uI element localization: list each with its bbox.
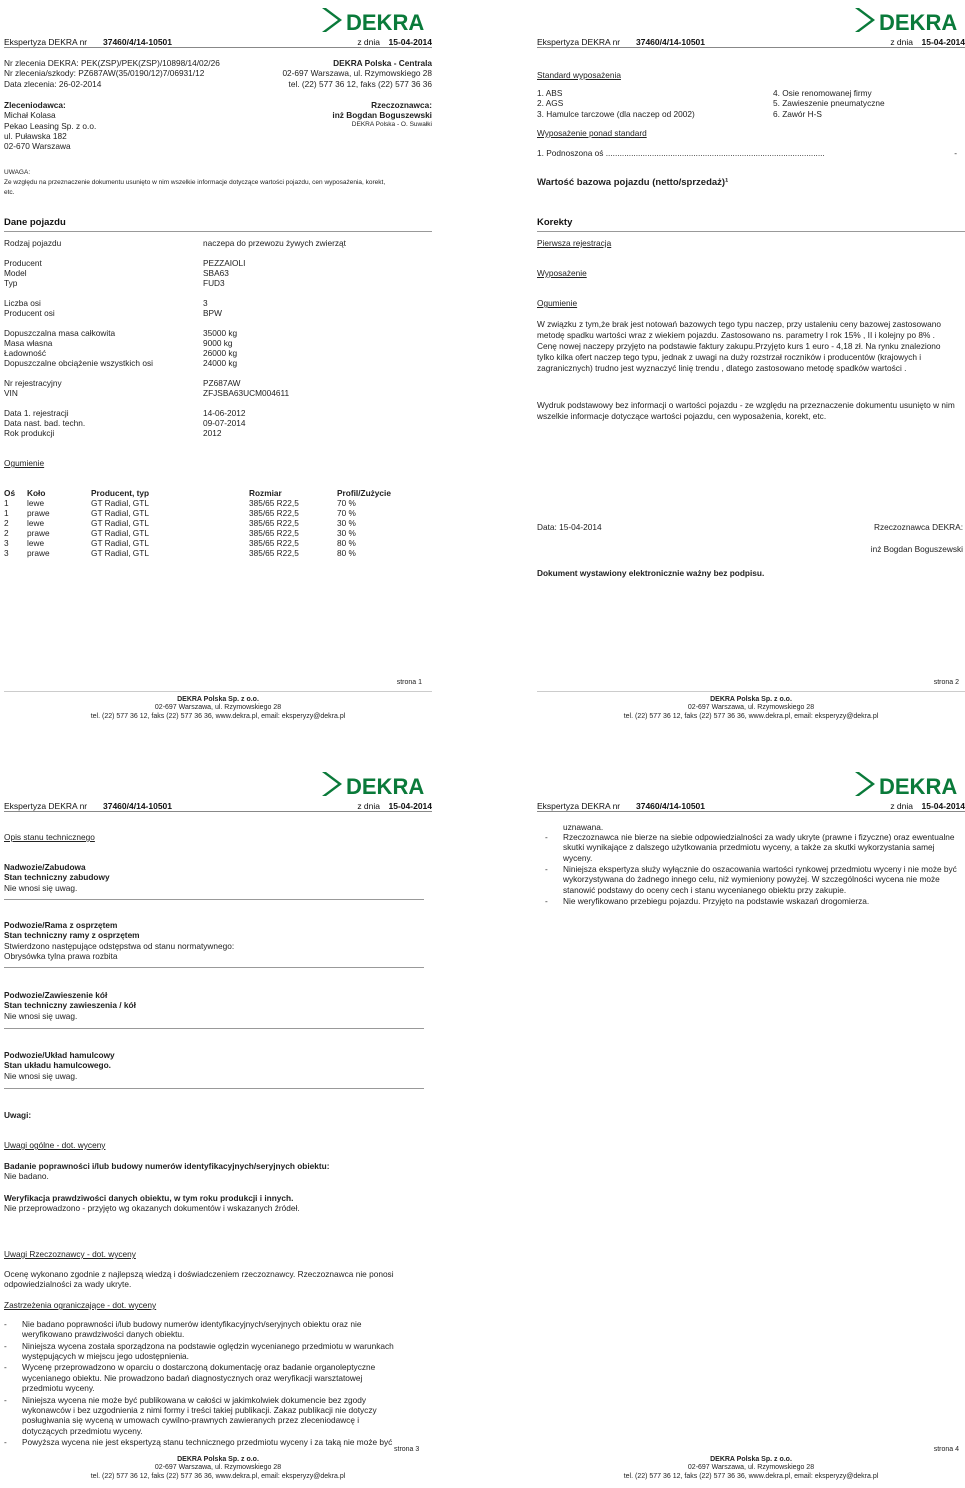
th-axle: Oś	[4, 488, 16, 498]
list-item: 1. ABS	[537, 88, 563, 98]
th-size: Rozmiar	[249, 488, 282, 498]
centrala-name: DEKRA Polska - Centrala	[333, 58, 432, 68]
expert-title: Rzeczoznawca:	[371, 100, 432, 110]
vehicle-label: Producent	[4, 258, 42, 268]
date-label: z dnia	[357, 801, 380, 811]
vehicle-value: 14-06-2012	[203, 408, 246, 418]
footer-company: DEKRA Polska Sp. z o.o.	[710, 1456, 792, 1463]
report-number: 37460/4/14-10501	[636, 801, 706, 811]
limitations-title: Zastrzeżenia ograniczające - dot. wyceny	[4, 1300, 157, 1310]
notice-title: UWAGA:	[4, 169, 31, 176]
order-info	[4, 58, 220, 89]
report-header	[537, 801, 965, 812]
vehicle-value: 09-07-2014	[203, 418, 246, 428]
centrala-phone: tel. (22) 577 36 12, faks (22) 577 36 36	[288, 78, 432, 89]
client-company: Pekao Leasing Sp. z o.o.	[4, 120, 97, 131]
cell: 80 %	[337, 538, 356, 548]
cell: 2	[4, 518, 9, 528]
th-producer: Producent, typ	[91, 488, 150, 498]
dekra-centrala	[282, 58, 432, 89]
cell: GT Radial, GTL	[91, 548, 149, 558]
date-label: z dnia	[357, 37, 380, 47]
cell: 30 %	[337, 518, 356, 528]
extra-item	[537, 148, 957, 158]
vehicle-value: 3	[203, 298, 208, 308]
client-title: Zleceniodawca:	[4, 100, 66, 110]
correction-first-reg: Pierwsza rejestracja	[537, 238, 612, 248]
footer	[4, 1456, 432, 1481]
cell: GT Radial, GTL	[91, 538, 149, 548]
expert-remarks-title: Uwagi Rzeczoznawcy - dot. wyceny	[4, 1249, 136, 1259]
page-number: strona 3	[394, 1446, 420, 1453]
cell: 80 %	[337, 548, 356, 558]
footer-address: 02-697 Warszawa, ul. Rzymowskiego 28	[687, 1464, 815, 1472]
client-block	[4, 100, 96, 152]
suspension-section	[4, 990, 136, 1021]
list-item-text: Powyższa wycena nie jest ekspertyzą stanu technicznego przedmiotu wyceny i za taką nie może być	[22, 1436, 393, 1447]
general-remarks-title: Uwagi ogólne - dot. wyceny	[4, 1140, 106, 1150]
section-title: Nadwozie/Zabudowa	[4, 862, 86, 872]
order-date: Data zlecenia: 26-02-2014	[4, 78, 102, 89]
list-item: 6. Zawór H-S	[773, 108, 822, 119]
section-text: Nie wnosi się uwag.	[4, 882, 78, 893]
page-number: strona 2	[933, 679, 959, 686]
standard-list-left	[537, 88, 695, 119]
data-verification	[4, 1193, 300, 1214]
th-profile: Profil/Zużycie	[337, 488, 391, 498]
list-item-text: Nie badano poprawności i/lub budowy numerów identyfikacyjnych/seryjnych obiektu oraz nie weryfikowano prawdziwości danych obiektu.	[22, 1319, 362, 1340]
list-item: 5. Zawieszenie pneumatyczne	[773, 98, 885, 109]
section-text: Nie wnosi się uwag.	[4, 1010, 78, 1021]
report-header	[537, 37, 965, 48]
vehicle-value: 2012	[203, 428, 222, 438]
cell: lewe	[27, 518, 45, 528]
vehicle-label: Rok produkcji	[4, 428, 55, 438]
claim-number: Nr zlecenia/szkody: PZ687AW(35/0190/12)7/06931/12	[4, 68, 205, 79]
list-item: - Niniejsza wycena nie może być publikowana w całości w jakimkolwiek dokumencie bez zgody wykonawców i bez uzgodnienia z nimi formy i treści takiej publikacji. Zakaz publikacji nie dotyczy posługiwania się wyceną w umowach cywilno-prawnych zawieranych przez zleceniodawcę i dotyczących przedmiotu wyceny.	[4, 1394, 377, 1436]
extra-item-label: 1. Podnoszona oś	[537, 148, 604, 158]
condition-title: Opis stanu technicznego	[4, 832, 95, 842]
section-text: Stwierdzono następujące odstępstwa od stanu normatywnego:	[4, 940, 235, 951]
report-number: 37460/4/14-10501	[103, 37, 173, 47]
vehicle-value: 9000 kg	[203, 338, 233, 348]
report-date: 15-04-2014	[921, 801, 965, 811]
section-title: Podwozie/Zawieszenie kół	[4, 990, 108, 1000]
remark-text: Nie badano.	[4, 1171, 49, 1182]
cell: 70 %	[337, 498, 356, 508]
section-title: Podwozie/Układ hamulcowy	[4, 1050, 115, 1060]
remark-text: Nie przeprowadzono - przyjęto wg okazanych dokumentów i wskazanych źródeł.	[4, 1203, 300, 1214]
base-value-label: Wartość bazowa pojazdu (netto/sprzedaż)¹	[537, 177, 729, 188]
footer-contact: tel. (22) 577 36 12, faks (22) 577 36 36, www.dekra.pl, email: eksperyzy@dekra.pl	[623, 1472, 879, 1480]
footer	[537, 1456, 965, 1481]
expert-remarks-text: Ocenę wykonano zgodnie z najlepszą wiedzą i doświadczeniem rzeczoznawcy. Rzeczoznawca nie ponosi odpowiedzialności za wady ukryte.	[4, 1269, 394, 1290]
footer-address: 02-697 Warszawa, ul. Rzymowskiego 28	[687, 704, 815, 712]
divider	[4, 1028, 424, 1029]
report-header	[4, 801, 432, 812]
list-item: - Wycenę przeprowadzono w oparciu o dostarczoną dokumentację oraz badanie organoleptyczne wycenianego obiektu. Nie prowadzono badań diagnostycznych oraz weryfikacji warsztatowej przedmiotu wyceny.	[4, 1362, 376, 1394]
section-subtitle: Stan techniczny ramy z osprzętem	[4, 930, 140, 941]
vehicle-label: Data 1. rejestracji	[4, 408, 69, 418]
cell: prawe	[27, 548, 50, 558]
list-item: 3. Hamulce tarczowe (dla naczep od 2002)	[537, 108, 695, 119]
divider	[4, 967, 424, 968]
cell: 385/65 R22,5	[249, 528, 299, 538]
extra-value: -	[954, 148, 957, 158]
cell: 30 %	[337, 528, 356, 538]
svg-text:DEKRA: DEKRA	[346, 10, 425, 35]
vehicle-label: Nr rejestracyjny	[4, 378, 62, 388]
list-item: - Nie weryfikowano przebiegu pojazdu. Przyjęto na podstawie wskazań drogomierza.	[545, 896, 870, 907]
divider	[537, 231, 965, 232]
footer-divider	[537, 691, 965, 692]
header-label: Ekspertyza DEKRA nr	[537, 37, 621, 47]
cell: 1	[4, 508, 9, 518]
expert-label: Rzeczoznawca DEKRA:	[874, 522, 963, 532]
notice	[4, 168, 394, 197]
order-number: Nr zlecenia DEKRA: PEK(ZSP)/PEK(ZSP)/10898/14/02/26	[4, 58, 220, 68]
svg-text:DEKRA: DEKRA	[879, 774, 958, 799]
cell: lewe	[27, 538, 45, 548]
page-1	[4, 6, 432, 741]
expert-org: DEKRA Polska - O. Suwałki	[351, 120, 432, 128]
header-label: Ekspertyza DEKRA nr	[537, 801, 621, 811]
client-street: ul. Puławska 182	[4, 131, 67, 142]
vehicle-value: naczepa do przewozu żywych zwierząt	[203, 238, 346, 248]
cell: GT Radial, GTL	[91, 508, 149, 518]
dekra-logo	[318, 770, 430, 800]
page-number: strona 1	[396, 679, 422, 686]
header-label: Ekspertyza DEKRA nr	[4, 801, 88, 811]
vehicle-label: Rodzaj pojazdu	[4, 238, 62, 248]
vehicle-label: Model	[4, 268, 27, 278]
dekra-logo	[318, 6, 430, 36]
vehicle-label: VIN	[4, 388, 18, 398]
dekra-logo	[851, 6, 963, 36]
footer-divider	[4, 691, 432, 692]
vehicle-value: BPW	[203, 308, 222, 318]
cell: prawe	[27, 508, 50, 518]
client-name: Michał Kolasa	[4, 110, 56, 121]
cell: 3	[4, 538, 9, 548]
vehicle-label: Masa własna	[4, 338, 53, 348]
divider	[4, 1088, 424, 1089]
cell: 385/65 R22,5	[249, 508, 299, 518]
footer-contact: tel. (22) 577 36 12, faks (22) 577 36 36, www.dekra.pl, email: eksperyzy@dekra.pl	[90, 712, 346, 720]
vehicle-label: Data nast. bad. techn.	[4, 418, 86, 428]
vehicle-label: Ładowność	[4, 348, 46, 358]
section-subtitle: Stan techniczny zabudowy	[4, 872, 110, 883]
tires-title: Ogumienie	[4, 458, 45, 468]
body-section	[4, 862, 110, 893]
vehicle-value: SBA63	[203, 268, 229, 278]
vehicle-label: Producent osi	[4, 308, 55, 318]
date-label: z dnia	[890, 801, 913, 811]
list-item-text: Niniejsza ekspertyza służy wyłącznie do oszacowania wartości rynkowej przedmiotu wyceny i nie może być wykorzystywana do żadnego innego celu, niż wymieniony powyżej. W szczególności wycena nie może stanowić podstawy do oceny cech i stanu wycenianego obiektu przy zakupie.	[563, 864, 957, 895]
footer-contact: tel. (22) 577 36 12, faks (22) 577 36 36, www.dekra.pl, email: eksperyzy@dekra.pl	[623, 712, 879, 720]
notice-text: Ze względu na przeznaczenie dokumentu usunięto w nim wszelkie informacje dotyczące wartości pojazdu, cen wyposażenia, korekt, etc.	[4, 178, 386, 196]
list-item: - Nie badano poprawności i/lub budowy numerów identyfikacyjnych/seryjnych obiektu oraz nie weryfikowano prawdziwości danych obiektu.	[4, 1319, 362, 1340]
correction-equipment: Wyposażenie	[537, 268, 587, 278]
electronic-notice: Dokument wystawiony elektronicznie ważny bez podpisu.	[537, 568, 765, 578]
vehicle-label: Typ	[4, 278, 18, 288]
header-label: Ekspertyza DEKRA nr	[4, 37, 88, 47]
print-notice: Wydruk podstawowy bez informacji o wartości pojazdu - ze względu na przeznaczenie dokumentu usunięto w nim wszelkie informacje dotyczące wartości pojazdu, cen wyposażenia, korekt, etc.	[537, 400, 955, 421]
continuation-text: uznawana.	[563, 822, 604, 832]
limitations-list	[4, 1319, 404, 1447]
report-date: 15-04-2014	[388, 37, 432, 47]
cell: 385/65 R22,5	[249, 548, 299, 558]
vehicle-value: 35000 kg	[203, 328, 238, 338]
cell: 1	[4, 498, 9, 508]
vehicle-value: ZFJSBA63UCM004611	[203, 388, 290, 398]
footer-address: 02-697 Warszawa, ul. Rzymowskiego 28	[154, 1464, 282, 1472]
cell: lewe	[27, 498, 45, 508]
footer-company: DEKRA Polska Sp. z o.o.	[177, 696, 259, 703]
expert-name: inż Bogdan Boguszewski	[332, 110, 432, 121]
expert-name: inż Bogdan Boguszewski	[870, 544, 963, 554]
report-date: 15-04-2014	[921, 37, 965, 47]
extra-title: Wyposażenie ponad standard	[537, 128, 647, 138]
footer	[4, 696, 432, 721]
id-check	[4, 1161, 330, 1182]
standard-title: Standard wyposażenia	[537, 70, 621, 80]
dekra-logo	[851, 770, 963, 800]
vehicle-label: Dopuszczalna masa całkowita	[4, 328, 116, 338]
report-date: 15-04-2014	[388, 801, 432, 811]
remark-title: Badanie poprawności i/lub budowy numerów identyfikacyjnych/seryjnych obiektu:	[4, 1161, 330, 1171]
vehicle-data	[4, 238, 432, 438]
section-text: Nie wnosi się uwag.	[4, 1070, 78, 1081]
corrections-text: W związku z tym,że brak jest notowań bazowych tego typu naczep, przy ustaleniu ceny bazowej zastosowano metodę spadku wartości wraz z wiekiem pojazdu. Zastosowano ns. parametry I rok 15% , II i kolejny po 8% . Cenę nowej naczepy przyjęto na podstawie faktury zakupu.Przyjęto kurs 1 euro - 4,18 zł. Na rynku znaleziono tylko kilka ofert naczep tego typu, jednak z uwagi na duży rozstrzał roczników i producentów (krajowych i zagranicznych) trudno jest wyznaczyć linię trendu , dlatego zastosowano metodę spadków wartości .	[537, 319, 941, 373]
footer-company: DEKRA Polska Sp. z o.o.	[710, 696, 792, 703]
divider	[4, 231, 432, 232]
cell: 70 %	[337, 508, 356, 518]
vehicle-value: PEZZAIOLI	[203, 258, 246, 268]
remarks-title: Uwagi:	[4, 1110, 32, 1120]
cell: 385/65 R22,5	[249, 498, 299, 508]
brakes-section	[4, 1050, 115, 1081]
section-text: Obrysówka tylna prawa rozbita	[4, 951, 118, 962]
list-item-text: Niniejsza wycena nie może być publikowana w całości w jakimkolwiek dokumencie bez zgody wykonawców i bez uzgodnienia z nimi formy i treści takiej publikacji. Zakaz publikacji nie dotyczy posługiwania się wyceną w umowach cywilno-prawnych zawieranych przez zleceniodawcę i dotyczących przedmiotu wyceny.	[22, 1394, 377, 1436]
centrala-address: 02-697 Warszawa, ul. Rzymowskiego 28	[282, 68, 432, 79]
vehicle-label: Dopuszczalne obciążenie wszystkich osi	[4, 358, 153, 368]
remark-title: Weryfikacja prawdziwości danych obiektu, w tym roku produkcji i innych.	[4, 1193, 294, 1203]
footer	[537, 696, 965, 721]
page-4	[537, 770, 965, 1482]
section-title: Podwozie/Rama z osprzętem	[4, 920, 118, 930]
cell: 2	[4, 528, 9, 538]
divider	[4, 899, 424, 900]
list-item-text: Niniejsza wycena została sporządzona na podstawie oględzin wycenianego przedmiotu w warunkach występujących w miejscu jego udostępnienia.	[22, 1340, 394, 1362]
cell: GT Radial, GTL	[91, 498, 149, 508]
client-city: 02-670 Warszawa	[4, 141, 71, 152]
vehicle-value: FUD3	[203, 278, 225, 288]
signature-date: Data: 15-04-2014	[537, 522, 602, 532]
cell: 385/65 R22,5	[249, 518, 299, 528]
th-wheel: Koło	[27, 488, 46, 498]
leader-dots: ...............................................................................................	[605, 148, 825, 158]
page-3	[4, 770, 432, 1482]
report-number: 37460/4/14-10501	[103, 801, 173, 811]
report-number: 37460/4/14-10501	[636, 37, 706, 47]
vehicle-value: PZ687AW	[203, 378, 241, 388]
footer-company: DEKRA Polska Sp. z o.o.	[177, 1456, 259, 1463]
frame-section	[4, 920, 234, 961]
corrections-title: Korekty	[537, 217, 573, 228]
list-item: - Niniejsza wycena została sporządzona na podstawie oględzin wycenianego przedmiotu w warunkach występujących w miejscu jego udostępnienia.	[4, 1340, 394, 1362]
cell: 3	[4, 548, 9, 558]
footer-address: 02-697 Warszawa, ul. Rzymowskiego 28	[154, 704, 282, 712]
list-item-text: Nie weryfikowano przebiegu pojazdu. Przyjęto na podstawie wskazań drogomierza.	[563, 896, 870, 907]
vehicle-value: 24000 kg	[203, 358, 238, 368]
section-subtitle: Stan układu hamulcowego.	[4, 1060, 111, 1071]
cell: 385/65 R22,5	[249, 538, 299, 548]
svg-text:DEKRA: DEKRA	[879, 10, 958, 35]
list-item-text: Wycenę przeprowadzono w oparciu o dostarczoną dokumentację oraz badanie organoleptyczne wycenianego obiektu. Nie prowadzono badań diagnostycznych oraz weryfikacji warsztatowej przedmiotu wyceny.	[22, 1362, 376, 1394]
vehicle-label: Liczba osi	[4, 298, 41, 308]
cell: GT Radial, GTL	[91, 528, 149, 538]
list-item: - Rzeczoznawca nie bierze na siebie odpowiedzialności za wady ukryte (prawne i fizyczne) oraz ewentualne skutki wynikające z dalszego użytkowania przedmiotu wyceny, a także za skutki wykorzystania samej wyceny.	[545, 832, 955, 863]
list-item-text: Rzeczoznawca nie bierze na siebie odpowiedzialności za wady ukryte (prawne i fizyczne) oraz ewentualne skutki wynikające z dalszego użytkowania przedmiotu wyceny, a także za skutki wykorzystania samej wyceny.	[563, 832, 955, 863]
section-subtitle: Stan techniczny zawieszenia / kół	[4, 1000, 136, 1011]
page-number: strona 4	[933, 1446, 959, 1453]
cell: GT Radial, GTL	[91, 518, 149, 528]
vehicle-section-title: Dane pojazdu	[4, 217, 66, 228]
list-item: - Powyższa wycena nie jest ekspertyzą stanu technicznego przedmiotu wyceny i za taką nie może być	[4, 1436, 393, 1447]
svg-text:DEKRA: DEKRA	[346, 774, 425, 799]
date-label: z dnia	[890, 37, 913, 47]
footer-contact: tel. (22) 577 36 12, faks (22) 577 36 36, www.dekra.pl, email: eksperyzy@dekra.pl	[90, 1472, 346, 1480]
page-2	[537, 6, 965, 741]
list-item: 4. Osie renomowanej firmy	[773, 88, 872, 98]
limitations-list	[545, 832, 957, 907]
cell: prawe	[27, 528, 50, 538]
expert-block	[332, 100, 432, 129]
list-item: 2. AGS	[537, 98, 564, 109]
correction-tires: Ogumienie	[537, 298, 578, 308]
report-header	[4, 37, 432, 48]
standard-list-right	[773, 88, 885, 119]
vehicle-value: 26000 kg	[203, 348, 238, 358]
list-item: - Niniejsza ekspertyza służy wyłącznie do oszacowania wartości rynkowej przedmiotu wyceny i nie może być wykorzystywana do żadnego innego celu, niż wymieniony powyżej. W szczególności wycena nie może stanowić podstawy do oceny cech i stanu wycenianego obiektu przy zakupie.	[545, 864, 957, 895]
